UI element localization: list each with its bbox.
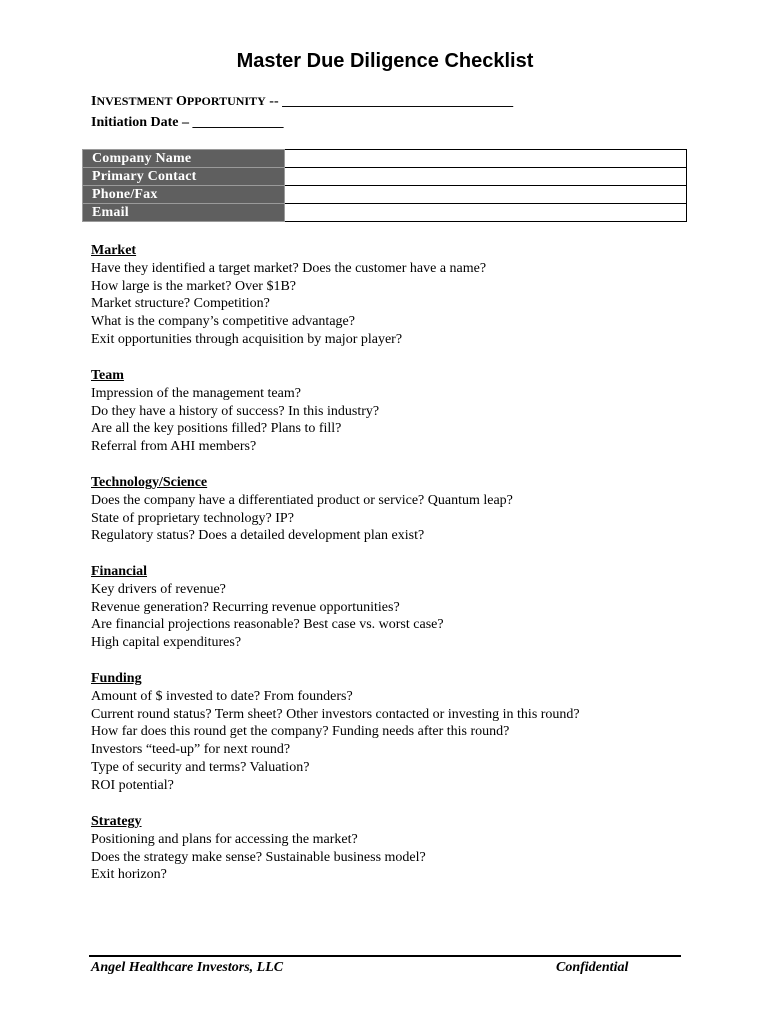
phone-fax-field[interactable]: [285, 186, 687, 204]
list-item: Current round status? Term sheet? Other investors contacted or investing in this round?: [91, 706, 580, 722]
list-item: What is the company’s competitive advantage?: [91, 314, 355, 330]
document-title: Master Due Diligence Checklist: [236, 50, 534, 72]
phone-fax-label: Phone/Fax: [83, 186, 285, 204]
opp-rest: PPORTUNITY: [186, 94, 266, 108]
list-item: Are all the key positions filled? Plans to fill?: [91, 421, 342, 437]
initiation-date-line: Initiation Date – _____________: [91, 115, 284, 130]
investment-opportunity-blank: -- _________________________________: [269, 94, 514, 109]
list-item: How far does this round get the company? Funding needs after this round?: [91, 724, 510, 740]
list-item: Referral from AHI members?: [91, 439, 257, 455]
table-row: [83, 168, 687, 186]
email-field[interactable]: [285, 204, 687, 222]
opp-first-letter: O: [175, 94, 187, 109]
email-label: Email: [83, 204, 285, 222]
footer-company: Angel Healthcare Investors, LLC: [91, 960, 284, 975]
list-item: Impression of the management team?: [91, 385, 301, 401]
section-heading: Technology/Science: [91, 475, 208, 490]
section-strategy: [91, 813, 426, 884]
list-item: State of proprietary technology? IP?: [91, 510, 294, 526]
list-item: Do they have a history of success? In this industry?: [91, 403, 380, 419]
inv-rest: NVESTMENT: [96, 94, 173, 108]
list-item: Exit opportunities through acquisition by major player?: [91, 331, 403, 347]
section-heading: Strategy: [91, 814, 142, 829]
section-heading: Market: [91, 243, 137, 258]
investment-opportunity-line: [91, 94, 513, 110]
company-name-label: Company Name: [83, 150, 285, 168]
section-technology-science: [91, 474, 513, 545]
list-item: Does the strategy make sense? Sustainable business model?: [91, 849, 426, 865]
list-item: High capital expenditures?: [91, 635, 242, 651]
primary-contact-label: Primary Contact: [83, 168, 285, 186]
list-item: Exit horizon?: [91, 867, 167, 883]
list-item: Amount of $ invested to date? From founders?: [91, 688, 353, 704]
list-item: Revenue generation? Recurring revenue opportunities?: [91, 599, 400, 615]
section-team: [91, 367, 379, 456]
company-name-field[interactable]: [285, 150, 687, 168]
list-item: Market structure? Competition?: [91, 296, 270, 312]
section-heading: Funding: [91, 671, 142, 686]
list-item: ROI potential?: [91, 777, 174, 793]
list-item: Are financial projections reasonable? Best case vs. worst case?: [91, 617, 444, 633]
table-row: [83, 186, 687, 204]
list-item: Regulatory status? Does a detailed development plan exist?: [91, 528, 425, 544]
list-item: Does the company have a differentiated product or service? Quantum leap?: [91, 492, 513, 508]
section-market: [91, 242, 486, 349]
list-item: Investors “teed-up” for next round?: [91, 742, 291, 758]
list-item: Key drivers of revenue?: [91, 581, 226, 597]
table-row: [83, 204, 687, 222]
inv-first-letter: I: [91, 94, 97, 109]
table-row: [83, 150, 687, 168]
list-item: Type of security and terms? Valuation?: [91, 759, 310, 775]
list-item: Positioning and plans for accessing the market?: [91, 831, 358, 847]
section-funding: [91, 670, 580, 795]
footer-divider: [89, 955, 681, 957]
company-info-table: [82, 149, 687, 222]
footer-confidential: Confidential: [556, 960, 629, 975]
primary-contact-field[interactable]: [285, 168, 687, 186]
list-item: Have they identified a target market? Does the customer have a name?: [91, 260, 487, 276]
list-item: How large is the market? Over $1B?: [91, 278, 297, 294]
section-heading: Team: [91, 368, 124, 383]
section-heading: Financial: [91, 564, 148, 579]
section-financial: [91, 563, 444, 652]
